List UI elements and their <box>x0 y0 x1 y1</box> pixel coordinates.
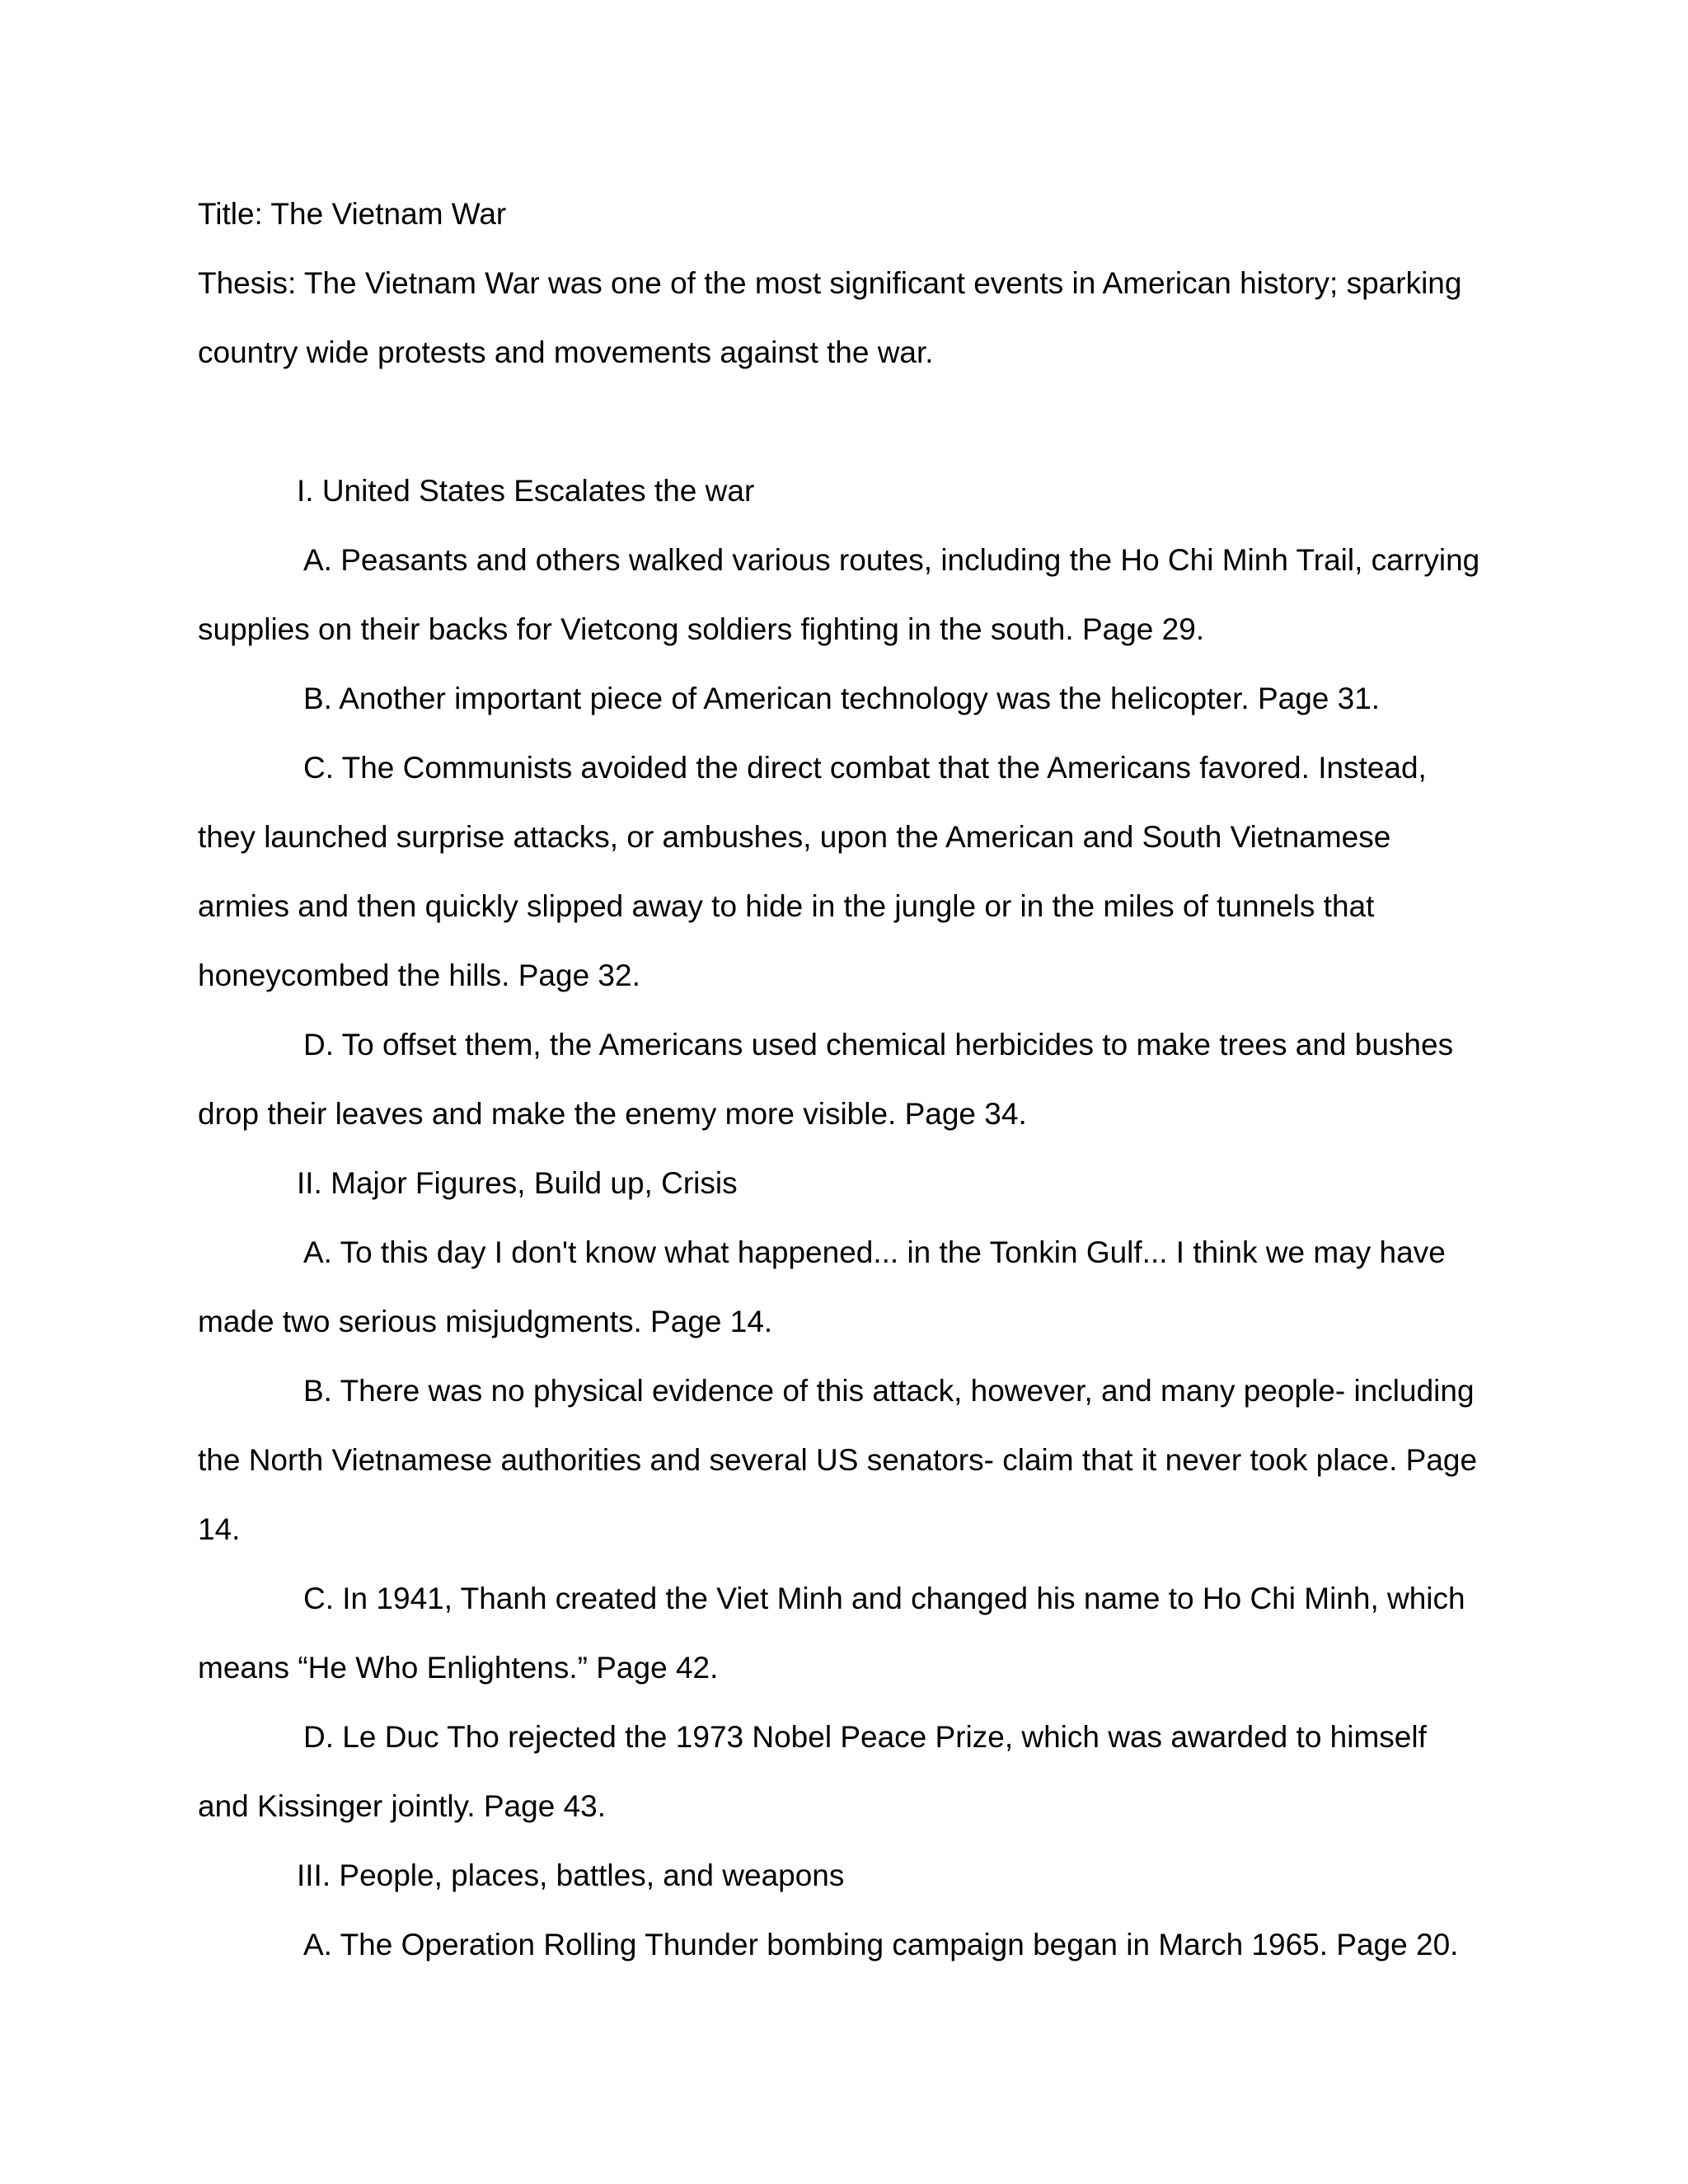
section-2-entry-c: C. In 1941, Thanh created the Viet Minh and changed his name to Ho Chi Minh, which means “He Who Enlightens.” Page 42. <box>198 1582 1465 1685</box>
blank-line <box>198 387 1484 457</box>
section-1-entry-c: C. The Communists avoided the direct combat that the Americans favored. Instead, they launched surprise attacks, or ambushes, upon the American and South Vietnamese armies and then quickly slipped away to hide in the jungle or in the miles of tunnels that honeycombed the hills. Page 32. <box>198 751 1427 992</box>
section-1-entry-d: D. To offset them, the Americans used chemical herbicides to make trees and bushes drop their leaves and make the enemy more visible. Page 34. <box>198 1028 1454 1131</box>
section-1-entry-a: A. Peasants and others walked various routes, including the Ho Chi Minh Trail, carrying supplies on their backs for Vietcong soldiers fighting in the south. Page 29. <box>198 543 1480 646</box>
section-heading-1: I. United States Escalates the war <box>297 474 755 508</box>
section-2-entry-a: A. To this day I don't know what happened... in the Tonkin Gulf... I think we may have made two serious misjudgments. Page 14. <box>198 1235 1446 1338</box>
document-content <box>198 180 1484 1980</box>
section-1-entry-b: B. Another important piece of American technology was the helicopter. Page 31. <box>303 682 1381 715</box>
section-heading-3: III. People, places, battles, and weapons <box>297 1858 845 1892</box>
section-heading-2: II. Major Figures, Build up, Crisis <box>297 1166 738 1200</box>
section-2-entry-b: B. There was no physical evidence of this attack, however, and many people- including the North Vietnamese authorities and several US senators- claim that it never took place. Page 14. <box>198 1374 1478 1546</box>
section-3-entry-a: A. The Operation Rolling Thunder bombing campaign began in March 1965. Page 20. <box>303 1928 1459 1961</box>
section-2-entry-d: D. Le Duc Tho rejected the 1973 Nobel Peace Prize, which was awarded to himself and Kissinger jointly. Page 43. <box>198 1720 1427 1823</box>
title-line: Title: The Vietnam War <box>198 197 507 231</box>
thesis-line: Thesis: The Vietnam War was one of the most significant events in American history; sparking country wide protests and movements against the war. <box>198 266 1462 369</box>
